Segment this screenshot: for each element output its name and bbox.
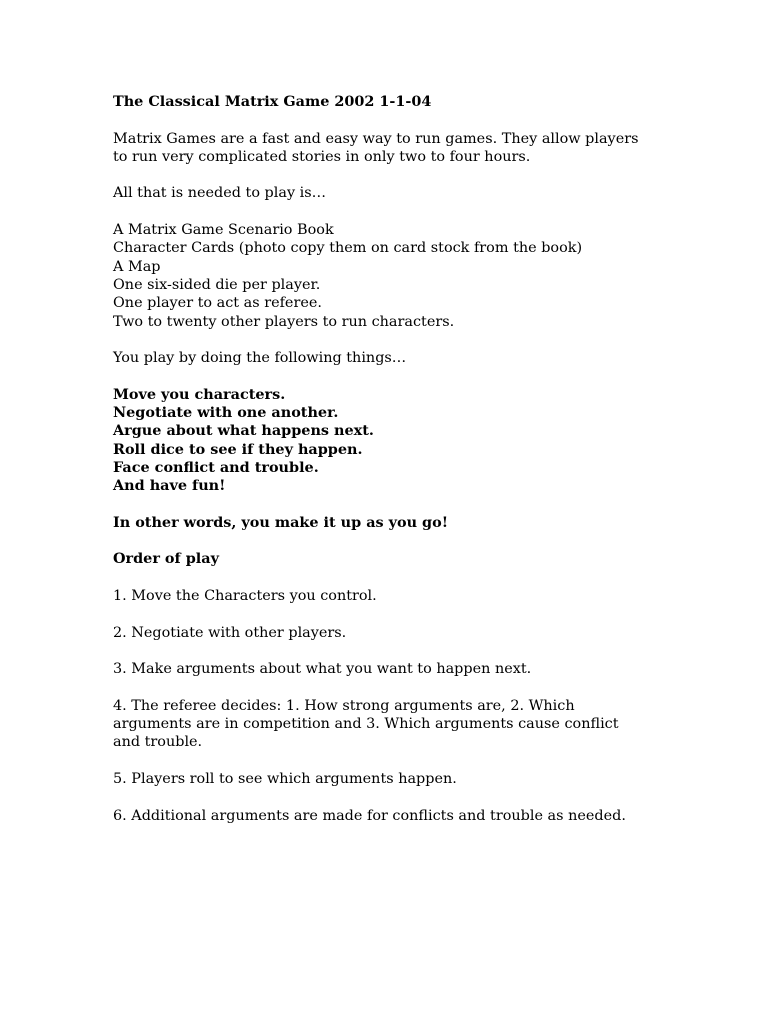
play-item: Negotiate with one another. bbox=[113, 404, 339, 422]
order-step bbox=[113, 697, 673, 752]
play-item: Move you characters. bbox=[113, 385, 286, 403]
needed-item: Character Cards (photo copy them on card stock from the book) bbox=[113, 240, 583, 257]
play-item: Face conflict and trouble. bbox=[113, 458, 319, 476]
order-step bbox=[113, 660, 673, 678]
order-step-line: arguments are in competition and 3. Which arguments cause conflict bbox=[113, 716, 619, 733]
needed-item: Two to twenty other players to run characters. bbox=[113, 313, 455, 330]
order-step bbox=[113, 624, 673, 642]
play-list bbox=[113, 386, 673, 496]
other-words-line: In other words, you make it up as you go! bbox=[113, 513, 449, 531]
order-step-line: 2. Negotiate with other players. bbox=[113, 624, 347, 641]
order-step-line: 5. Players roll to see which arguments happen. bbox=[113, 770, 457, 787]
needed-item: A Map bbox=[113, 258, 161, 275]
needed-item: A Matrix Game Scenario Book bbox=[113, 222, 334, 239]
order-heading: Order of play bbox=[113, 550, 219, 568]
intro-line: to run very complicated stories in only two to four hours. bbox=[113, 148, 531, 165]
intro-line: Matrix Games are a fast and easy way to run games. They allow players bbox=[113, 130, 639, 147]
order-step bbox=[113, 587, 673, 605]
play-item: And have fun! bbox=[113, 477, 226, 495]
needed-item: One player to act as referee. bbox=[113, 295, 322, 312]
play-item: Argue about what happens next. bbox=[113, 422, 374, 440]
intro-paragraph bbox=[113, 130, 673, 167]
order-step-line: and trouble. bbox=[113, 734, 203, 751]
play-item: Roll dice to see if they happen. bbox=[113, 440, 363, 458]
needed-list bbox=[113, 221, 673, 331]
order-step-line: 4. The referee decides: 1. How strong arguments are, 2. Which bbox=[113, 697, 575, 714]
needed-heading: All that is needed to play is… bbox=[113, 185, 327, 202]
order-step-line: 1. Move the Characters you control. bbox=[113, 588, 377, 605]
play-heading: You play by doing the following things… bbox=[113, 350, 407, 367]
order-step-line: 6. Additional arguments are made for conflicts and trouble as needed. bbox=[113, 807, 626, 824]
needed-item: One six-sided die per player. bbox=[113, 276, 321, 293]
order-step bbox=[113, 807, 673, 825]
document-title: The Classical Matrix Game 2002 1-1-04 bbox=[113, 93, 432, 110]
document-body bbox=[113, 93, 673, 825]
order-step-line: 3. Make arguments about what you want to happen next. bbox=[113, 661, 532, 678]
order-step bbox=[113, 770, 673, 788]
